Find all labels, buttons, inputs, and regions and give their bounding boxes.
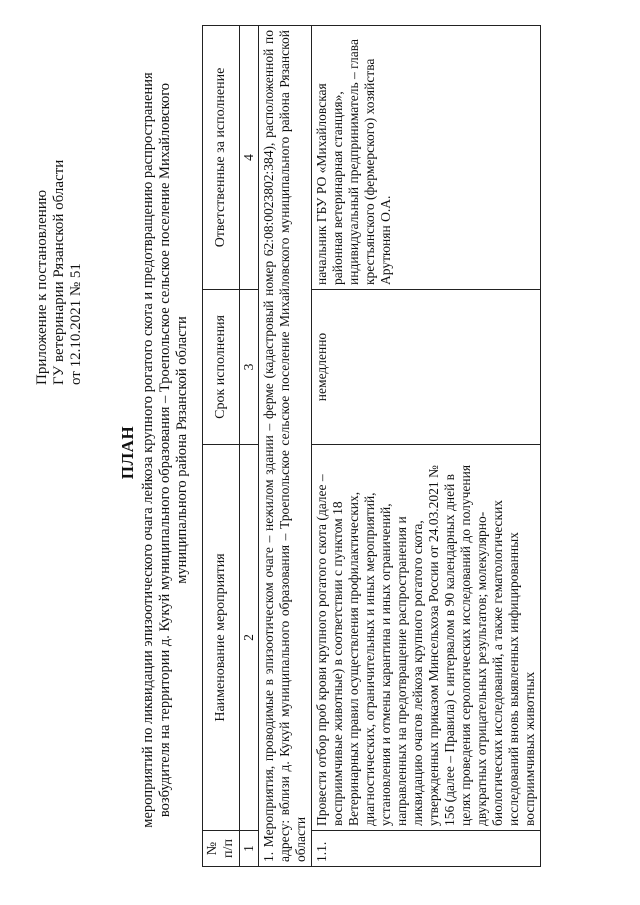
col-number-2: 2 xyxy=(240,445,259,831)
col-number-1: 1 xyxy=(240,831,259,867)
header-name: Наименование мероприятия xyxy=(203,445,240,831)
approval-line-2: ГУ ветеринарии Рязанской области xyxy=(51,159,67,385)
section-heading: 1. Мероприятия, проводимые в эпизоотическом очаге – нежилом здании – ферме (кадастровый номер 62:08:0023802:384), расположенной по адресу: вблизи д. Кукуй муниципального образования – Троепольское сельское поселение Михайловского муниципального района Рязанской области xyxy=(259,26,312,867)
row-num: 1.1. xyxy=(312,831,541,867)
header-num: № п/п xyxy=(203,831,240,867)
header-responsible: Ответственные за исполнение xyxy=(203,26,240,290)
plan-table xyxy=(202,25,541,867)
col-number-4: 4 xyxy=(240,26,259,290)
document-subtitle: мероприятий по ликвидации эпизоотического очага лейкоза крупного рогатого скота и предотвращению распространения возбудителя на территории д. Кукуй муниципального образования – Троепольское сельское поселение Михайловского муниципального района Рязанской области xyxy=(140,72,190,828)
row-deadline: немедленно xyxy=(312,290,541,445)
approval-block xyxy=(34,85,85,385)
document-title: ПЛАН xyxy=(118,425,137,480)
table-row xyxy=(312,26,541,867)
row-responsible: начальник ГБУ РО «Михайловская районная ветеринарная станция», индивидуальный предприниматель – глава крестьянского (фермерского) хозяйства Арутюнян О.А. xyxy=(312,26,541,290)
approval-line-3: от 12.10.2021 № 51 xyxy=(68,263,84,385)
col-number-3: 3 xyxy=(240,290,259,445)
column-number-row xyxy=(240,26,259,867)
approval-line-1: Приложение к постановлению xyxy=(34,189,50,385)
section-row xyxy=(259,26,312,867)
table-header-row xyxy=(203,26,240,867)
row-name: Провести отбор проб крови крупного рогатого скота (далее – восприимчивые животные) в соответствии с пунктом 18 Ветеринарных правил осуществления профилактических, диагностических, ограничительных и иных мероприятий, установления и отмены карантина и иных ограничений, направленных на предотвращение распространения и ликвидацию очагов лейкоза крупного рогатого скота, утвержденных приказом Минсельхоза России от 24.03.2021 № 156 (далее – Правила) с интервалом в 90 календарных дней в целях проведения серологических исследований до получения двукратных отрицательных результатов; молекулярно-биологических исследований, а также гематологических исследований вновь выявленных инфицированных восприимчивых животных xyxy=(312,445,541,831)
header-deadline: Срок исполнения xyxy=(203,290,240,445)
